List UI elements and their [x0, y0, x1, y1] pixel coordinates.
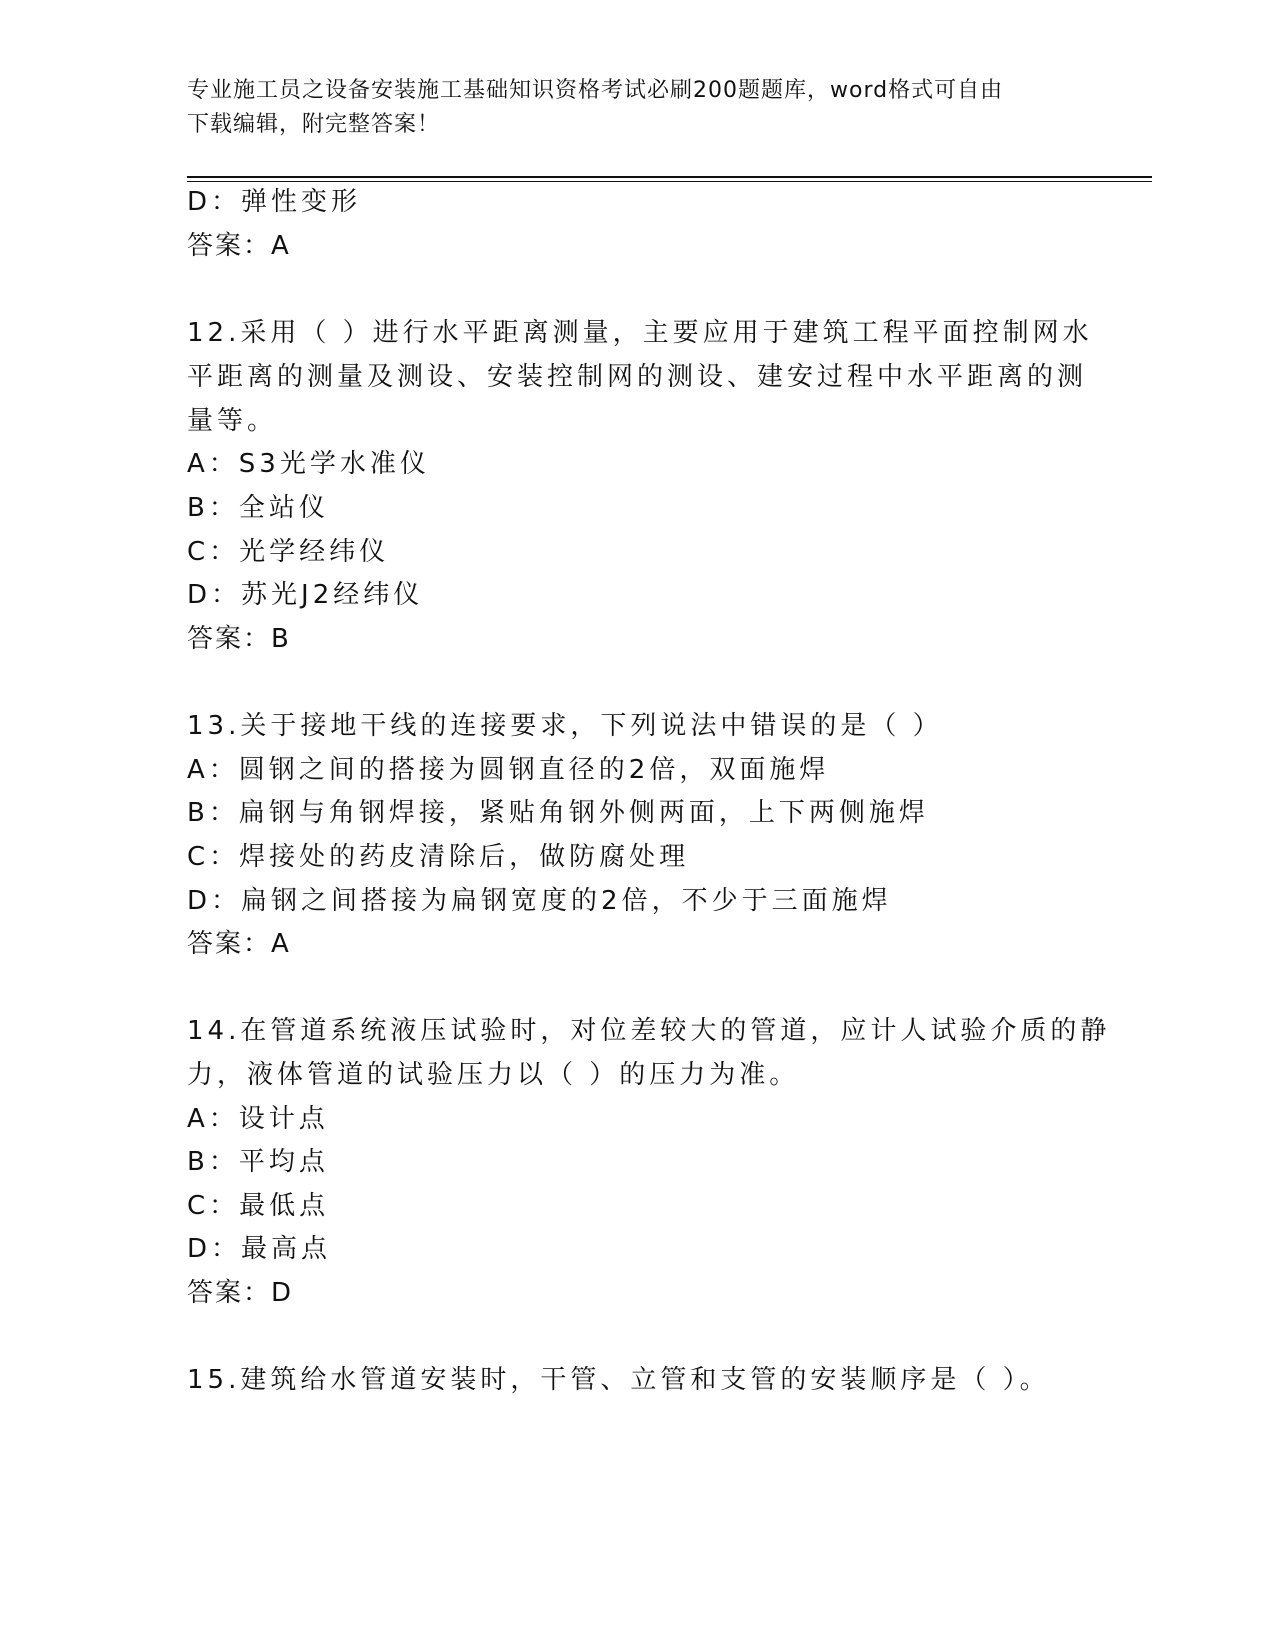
q12-option-d: D：苏光J2经纬仪 [187, 580, 424, 610]
document-header [187, 74, 1087, 142]
q11-answer: 答案：A [187, 231, 291, 261]
q12-stem-line-1: 12.采用（ ）进行水平距离测量，主要应用于建筑工程平面控制网水 [187, 318, 1093, 348]
q14-option-b: B：平均点 [187, 1147, 329, 1177]
q13-option-a: A：圆钢之间的搭接为圆钢直径的2倍，双面施焊 [187, 755, 830, 785]
header-divider-thin [187, 181, 1152, 182]
q12-option-a: A：S3光学水准仪 [187, 449, 430, 479]
q12-stem-line-2: 平距离的测量及测设、安装控制网的测设、建安过程中水平距离的测 [187, 362, 1088, 392]
q14-option-d: D：最高点 [187, 1234, 332, 1264]
q14-answer: 答案：D [187, 1278, 294, 1308]
header-divider-thick [187, 176, 1152, 178]
q13-answer: 答案：A [187, 929, 291, 959]
q12-stem-line-3: 量等。 [187, 406, 278, 436]
q11-option-d: D：弹性变形 [187, 187, 362, 217]
q14-stem-line-1: 14.在管道系统液压试验时，对位差较大的管道，应计人试验介质的静 [187, 1016, 1111, 1046]
q13-option-d: D：扁钢之间搭接为扁钢宽度的2倍，不少于三面施焊 [187, 886, 892, 916]
q13-option-b: B：扁钢与角钢焊接，紧贴角钢外侧两面，上下两侧施焊 [187, 798, 929, 828]
q12-option-c: C：光学经纬仪 [187, 537, 390, 567]
q14-option-a: A：设计点 [187, 1104, 329, 1134]
q12-answer: 答案：B [187, 624, 291, 654]
q14-stem-line-2: 力，液体管道的试验压力以（ ）的压力为准。 [187, 1060, 800, 1090]
header-line-1: 专业施工员之设备安装施工基础知识资格考试必刷200题题库，word格式可自由 [187, 78, 1004, 103]
header-line-2: 下载编辑，附完整答案！ [187, 112, 441, 137]
q15-stem-line-1: 15.建筑给水管道安装时，干管、立管和支管的安装顺序是（ ）。 [187, 1365, 1050, 1395]
q13-option-c: C：焊接处的药皮清除后，做防腐处理 [187, 842, 690, 872]
q13-stem-line-1: 13.关于接地干线的连接要求，下列说法中错误的是（ ） [187, 711, 943, 741]
q14-option-c: C：最低点 [187, 1191, 330, 1221]
q12-option-b: B：全站仪 [187, 493, 329, 523]
